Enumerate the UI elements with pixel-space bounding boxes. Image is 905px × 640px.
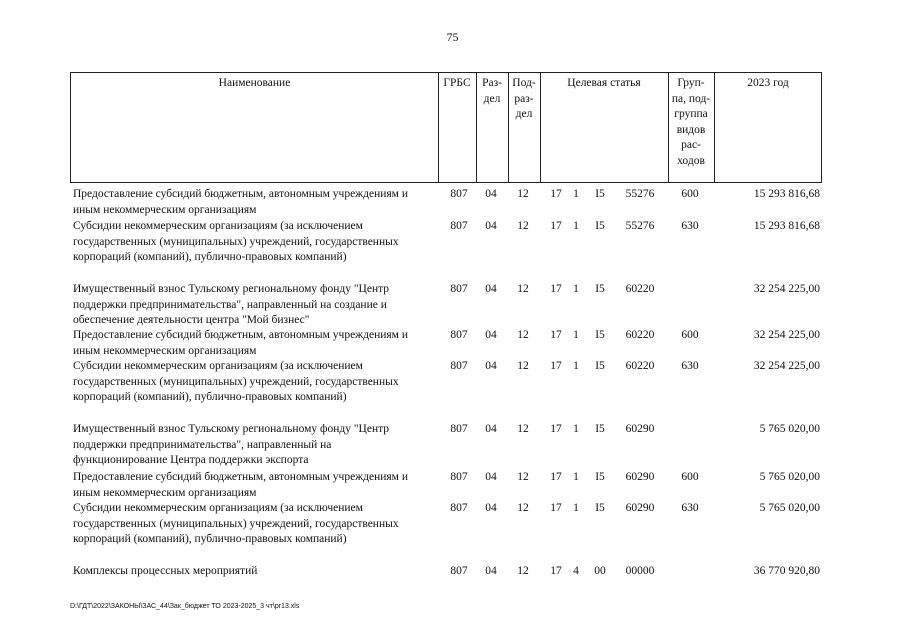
row-name: Предоставление субсидий бюджетным, автономным учреждениям и иным некоммерческим организациям — [73, 471, 408, 499]
cell-t4: 60290 — [625, 423, 655, 435]
cell-pr: 12 — [517, 471, 529, 483]
cell-grbs: 807 — [450, 220, 468, 232]
cell-t2: 1 — [573, 283, 579, 295]
footer-file-path: D:\ГДТ\2022\ЗАКОНЫ\ЗАС_44\Зак_бюджет ТО 2023-2025_3 чт\pr13.xls — [70, 603, 300, 610]
header-vid: Груп- па, под- группа видов рас- ходов — [671, 77, 711, 167]
header-razdel: Раз- дел — [482, 77, 502, 105]
cell-t4: 60220 — [625, 329, 655, 341]
cell-pr: 12 — [517, 329, 529, 341]
cell-t1: 17 — [550, 423, 562, 435]
cell-grbs: 807 — [450, 188, 468, 200]
cell-grbs: 807 — [450, 471, 468, 483]
row-name: Имущественный взнос Тульскому региональному фонду "Центр поддержки предпринимательства", направленный на создание и обеспечение деятельности центра "Мой бизнес" — [73, 283, 390, 326]
row-name: Субсидии некоммерческим организациям (за исключением государственных (муниципальных) учреждений, государственных корпораций (компаний), публично-правовых компаний) — [73, 360, 399, 403]
cell-rz: 04 — [485, 283, 497, 295]
header-year: 2023 год — [747, 77, 789, 89]
header-target: Целевая статья — [567, 77, 641, 89]
cell-grbs: 807 — [450, 423, 468, 435]
cell-t2: 1 — [573, 502, 579, 514]
cell-t2: 1 — [573, 360, 579, 372]
cell-rz: 04 — [485, 329, 497, 341]
cell-t2: 1 — [573, 423, 579, 435]
cell-vid: 630 — [681, 502, 699, 514]
cell-grbs: 807 — [450, 283, 468, 295]
cell-t1: 17 — [550, 360, 562, 372]
header-podrazdel: Под- раз- дел — [512, 77, 536, 120]
cell-t3: 00 — [594, 565, 606, 577]
cell-t3: I5 — [595, 220, 605, 232]
cell-pr: 12 — [517, 360, 529, 372]
cell-t1: 17 — [550, 471, 562, 483]
cell-amount: 32 254 225,00 — [753, 283, 820, 295]
cell-amount: 5 765 020,00 — [759, 502, 820, 514]
row-name: Предоставление субсидий бюджетным, автономным учреждениям и иным некоммерческим организациям — [73, 188, 408, 216]
cell-t2: 1 — [573, 329, 579, 341]
cell-t3: I5 — [595, 188, 605, 200]
cell-rz: 04 — [485, 565, 497, 577]
cell-t4: 00000 — [625, 565, 655, 577]
header-name: Наименование — [218, 77, 291, 89]
cell-pr: 12 — [517, 188, 529, 200]
cell-t1: 17 — [550, 329, 562, 341]
cell-t1: 17 — [550, 502, 562, 514]
cell-t4: 55276 — [625, 220, 655, 232]
cell-t3: I5 — [595, 360, 605, 372]
cell-t1: 17 — [550, 565, 562, 577]
cell-pr: 12 — [517, 565, 529, 577]
cell-t4: 60290 — [625, 471, 655, 483]
row-name: Имущественный взнос Тульскому региональному фонду "Центр поддержки предпринимательства", направленный на функционирование Центра поддержки экспорта — [73, 423, 390, 466]
cell-amount: 5 765 020,00 — [759, 471, 820, 483]
cell-grbs: 807 — [450, 360, 468, 372]
cell-t3: I5 — [595, 471, 605, 483]
cell-vid: 630 — [681, 220, 699, 232]
cell-grbs: 807 — [450, 329, 468, 341]
cell-t1: 17 — [550, 220, 562, 232]
cell-t4: 60220 — [625, 283, 655, 295]
cell-rz: 04 — [485, 188, 497, 200]
table-header — [70, 72, 822, 183]
row-name: Предоставление субсидий бюджетным, автономным учреждениям и иным некоммерческим организациям — [73, 329, 408, 357]
cell-amount: 15 293 816,68 — [753, 188, 820, 200]
cell-t3: I5 — [595, 423, 605, 435]
cell-amount: 32 254 225,00 — [753, 360, 820, 372]
cell-vid: 600 — [681, 329, 699, 341]
row-name: Субсидии некоммерческим организациям (за исключением государственных (муниципальных) учреждений, государственных корпораций (компаний), публично-правовых компаний) — [73, 220, 399, 263]
cell-pr: 12 — [517, 283, 529, 295]
cell-rz: 04 — [485, 220, 497, 232]
cell-t2: 1 — [573, 471, 579, 483]
cell-rz: 04 — [485, 502, 497, 514]
cell-t4: 60290 — [625, 502, 655, 514]
cell-rz: 04 — [485, 423, 497, 435]
header-grbs: ГРБС — [443, 77, 471, 89]
cell-t3: I5 — [595, 329, 605, 341]
page-number: 75 — [446, 30, 459, 44]
cell-vid: 600 — [681, 471, 699, 483]
cell-t1: 17 — [550, 283, 562, 295]
row-name: Субсидии некоммерческим организациям (за исключением государственных (муниципальных) учреждений, государственных корпораций (компаний), публично-правовых компаний) — [73, 502, 399, 545]
cell-t1: 17 — [550, 188, 562, 200]
row-name: Комплексы процессных мероприятий — [73, 565, 258, 577]
cell-amount: 15 293 816,68 — [753, 220, 820, 232]
cell-t4: 55276 — [625, 188, 655, 200]
cell-grbs: 807 — [450, 502, 468, 514]
cell-pr: 12 — [517, 502, 529, 514]
cell-t2: 1 — [573, 188, 579, 200]
cell-rz: 04 — [485, 360, 497, 372]
cell-vid: 630 — [681, 360, 699, 372]
cell-amount: 32 254 225,00 — [753, 329, 820, 341]
cell-t3: I5 — [595, 502, 605, 514]
cell-vid: 600 — [681, 188, 699, 200]
cell-t2: 1 — [573, 220, 579, 232]
cell-t4: 60220 — [625, 360, 655, 372]
cell-pr: 12 — [517, 220, 529, 232]
cell-rz: 04 — [485, 471, 497, 483]
cell-t2: 4 — [573, 565, 579, 577]
cell-amount: 36 770 920,80 — [753, 565, 820, 577]
cell-grbs: 807 — [450, 565, 468, 577]
cell-pr: 12 — [517, 423, 529, 435]
cell-t3: I5 — [595, 283, 605, 295]
cell-amount: 5 765 020,00 — [759, 423, 820, 435]
